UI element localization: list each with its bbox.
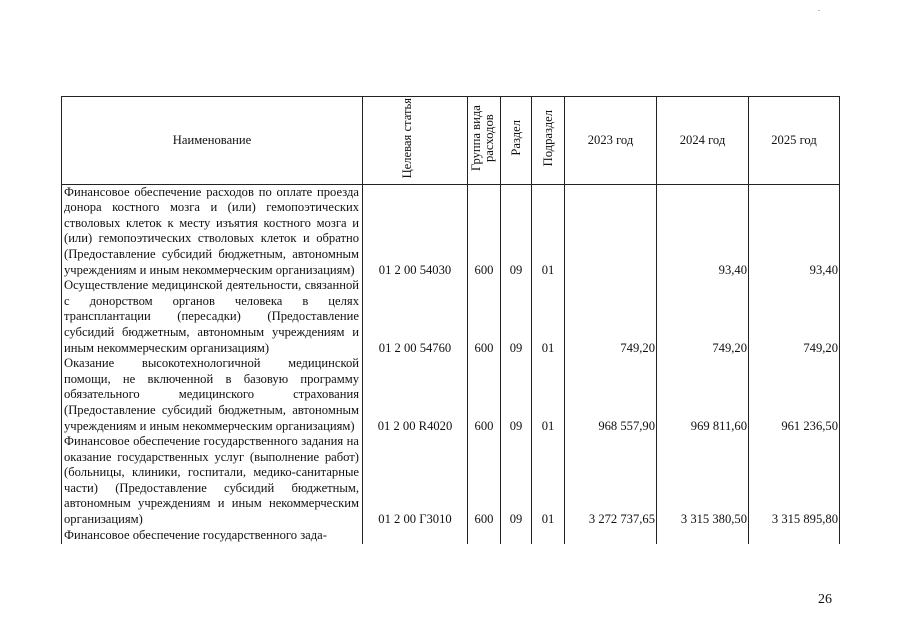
header-target	[363, 97, 468, 185]
table-row	[62, 278, 840, 356]
row-section: 09	[501, 184, 532, 278]
row-2025: 93,40	[749, 184, 840, 278]
row-name: Оказание высокотехнологичной медицинской помощи, не включенной в базовую программу обязательного медицинского страхования (Предоставление субсидий бюджетным, автономным учреждениям и иным некоммерческим организациям)	[62, 356, 363, 434]
row-section: 09	[501, 356, 532, 434]
row-target: 01 2 00 54760	[363, 278, 468, 356]
row-2025: 749,20	[749, 278, 840, 356]
row-subsection: 01	[532, 184, 565, 278]
header-subsection	[532, 97, 565, 185]
header-expense-group	[468, 97, 501, 185]
table-header-row	[62, 97, 840, 185]
scan-mark	[818, 10, 820, 11]
row-name: Финансовое обеспечение расходов по оплате проезда донора костного мозга и (или) гемопоэтических стволовых клеток к месту изъятия костного мозга и (или) гемопоэтических стволовых клеток и обратно (Предоставление субсидий бюджетным, автономным учреждениям и иным некоммерческим организациям)	[62, 184, 363, 278]
row-target: 01 2 00 R4020	[363, 356, 468, 434]
budget-table	[61, 96, 840, 544]
row-group: 600	[468, 434, 501, 528]
row-group: 600	[468, 278, 501, 356]
row-name: Финансовое обеспечение государственного зада-	[62, 528, 363, 544]
row-subsection: 01	[532, 278, 565, 356]
row-2023	[565, 184, 657, 278]
row-group: 600	[468, 356, 501, 434]
row-2024: 3 315 380,50	[657, 434, 749, 528]
header-expense-group-text: Группа вида расходов	[469, 105, 496, 171]
header-subsection-text: Подраздел	[540, 109, 555, 167]
header-2024: 2024 год	[657, 97, 749, 185]
row-2023: 3 272 737,65	[565, 434, 657, 528]
header-section	[501, 97, 532, 185]
row-subsection: 01	[532, 434, 565, 528]
row-group: 600	[468, 184, 501, 278]
header-name: Наименование	[62, 97, 363, 185]
header-section-text: Раздел	[508, 120, 523, 156]
row-subsection: 01	[532, 356, 565, 434]
header-2023: 2023 год	[565, 97, 657, 185]
row-section: 09	[501, 278, 532, 356]
table-row	[62, 434, 840, 528]
table-row-continued	[62, 528, 840, 544]
header-target-text: Целевая статья	[400, 97, 414, 179]
row-name: Финансовое обеспечение государственного задания на оказание государственных услуг (выполнение работ) (больницы, клиники, госпитали, медико-санитарные части) (Предоставление субсидий бюджетным, автономным учреждениям и иным некоммерческим организациям)	[62, 434, 363, 528]
row-2023: 968 557,90	[565, 356, 657, 434]
row-2024: 93,40	[657, 184, 749, 278]
row-name: Осуществление медицинской деятельности, связанной с донорством органов человека в целях трансплантации (пересадки) (Предоставление субсидий бюджетным, автономным учреждениям и иным некоммерческим организациям)	[62, 278, 363, 356]
row-2024: 749,20	[657, 278, 749, 356]
page-number: 26	[818, 592, 832, 607]
row-target: 01 2 00 54030	[363, 184, 468, 278]
table-row	[62, 184, 840, 278]
row-2023: 749,20	[565, 278, 657, 356]
row-target: 01 2 00 Г3010	[363, 434, 468, 528]
table-row	[62, 356, 840, 434]
row-2024: 969 811,60	[657, 356, 749, 434]
row-2025: 3 315 895,80	[749, 434, 840, 528]
row-2025: 961 236,50	[749, 356, 840, 434]
header-2025: 2025 год	[749, 97, 840, 185]
row-section: 09	[501, 434, 532, 528]
